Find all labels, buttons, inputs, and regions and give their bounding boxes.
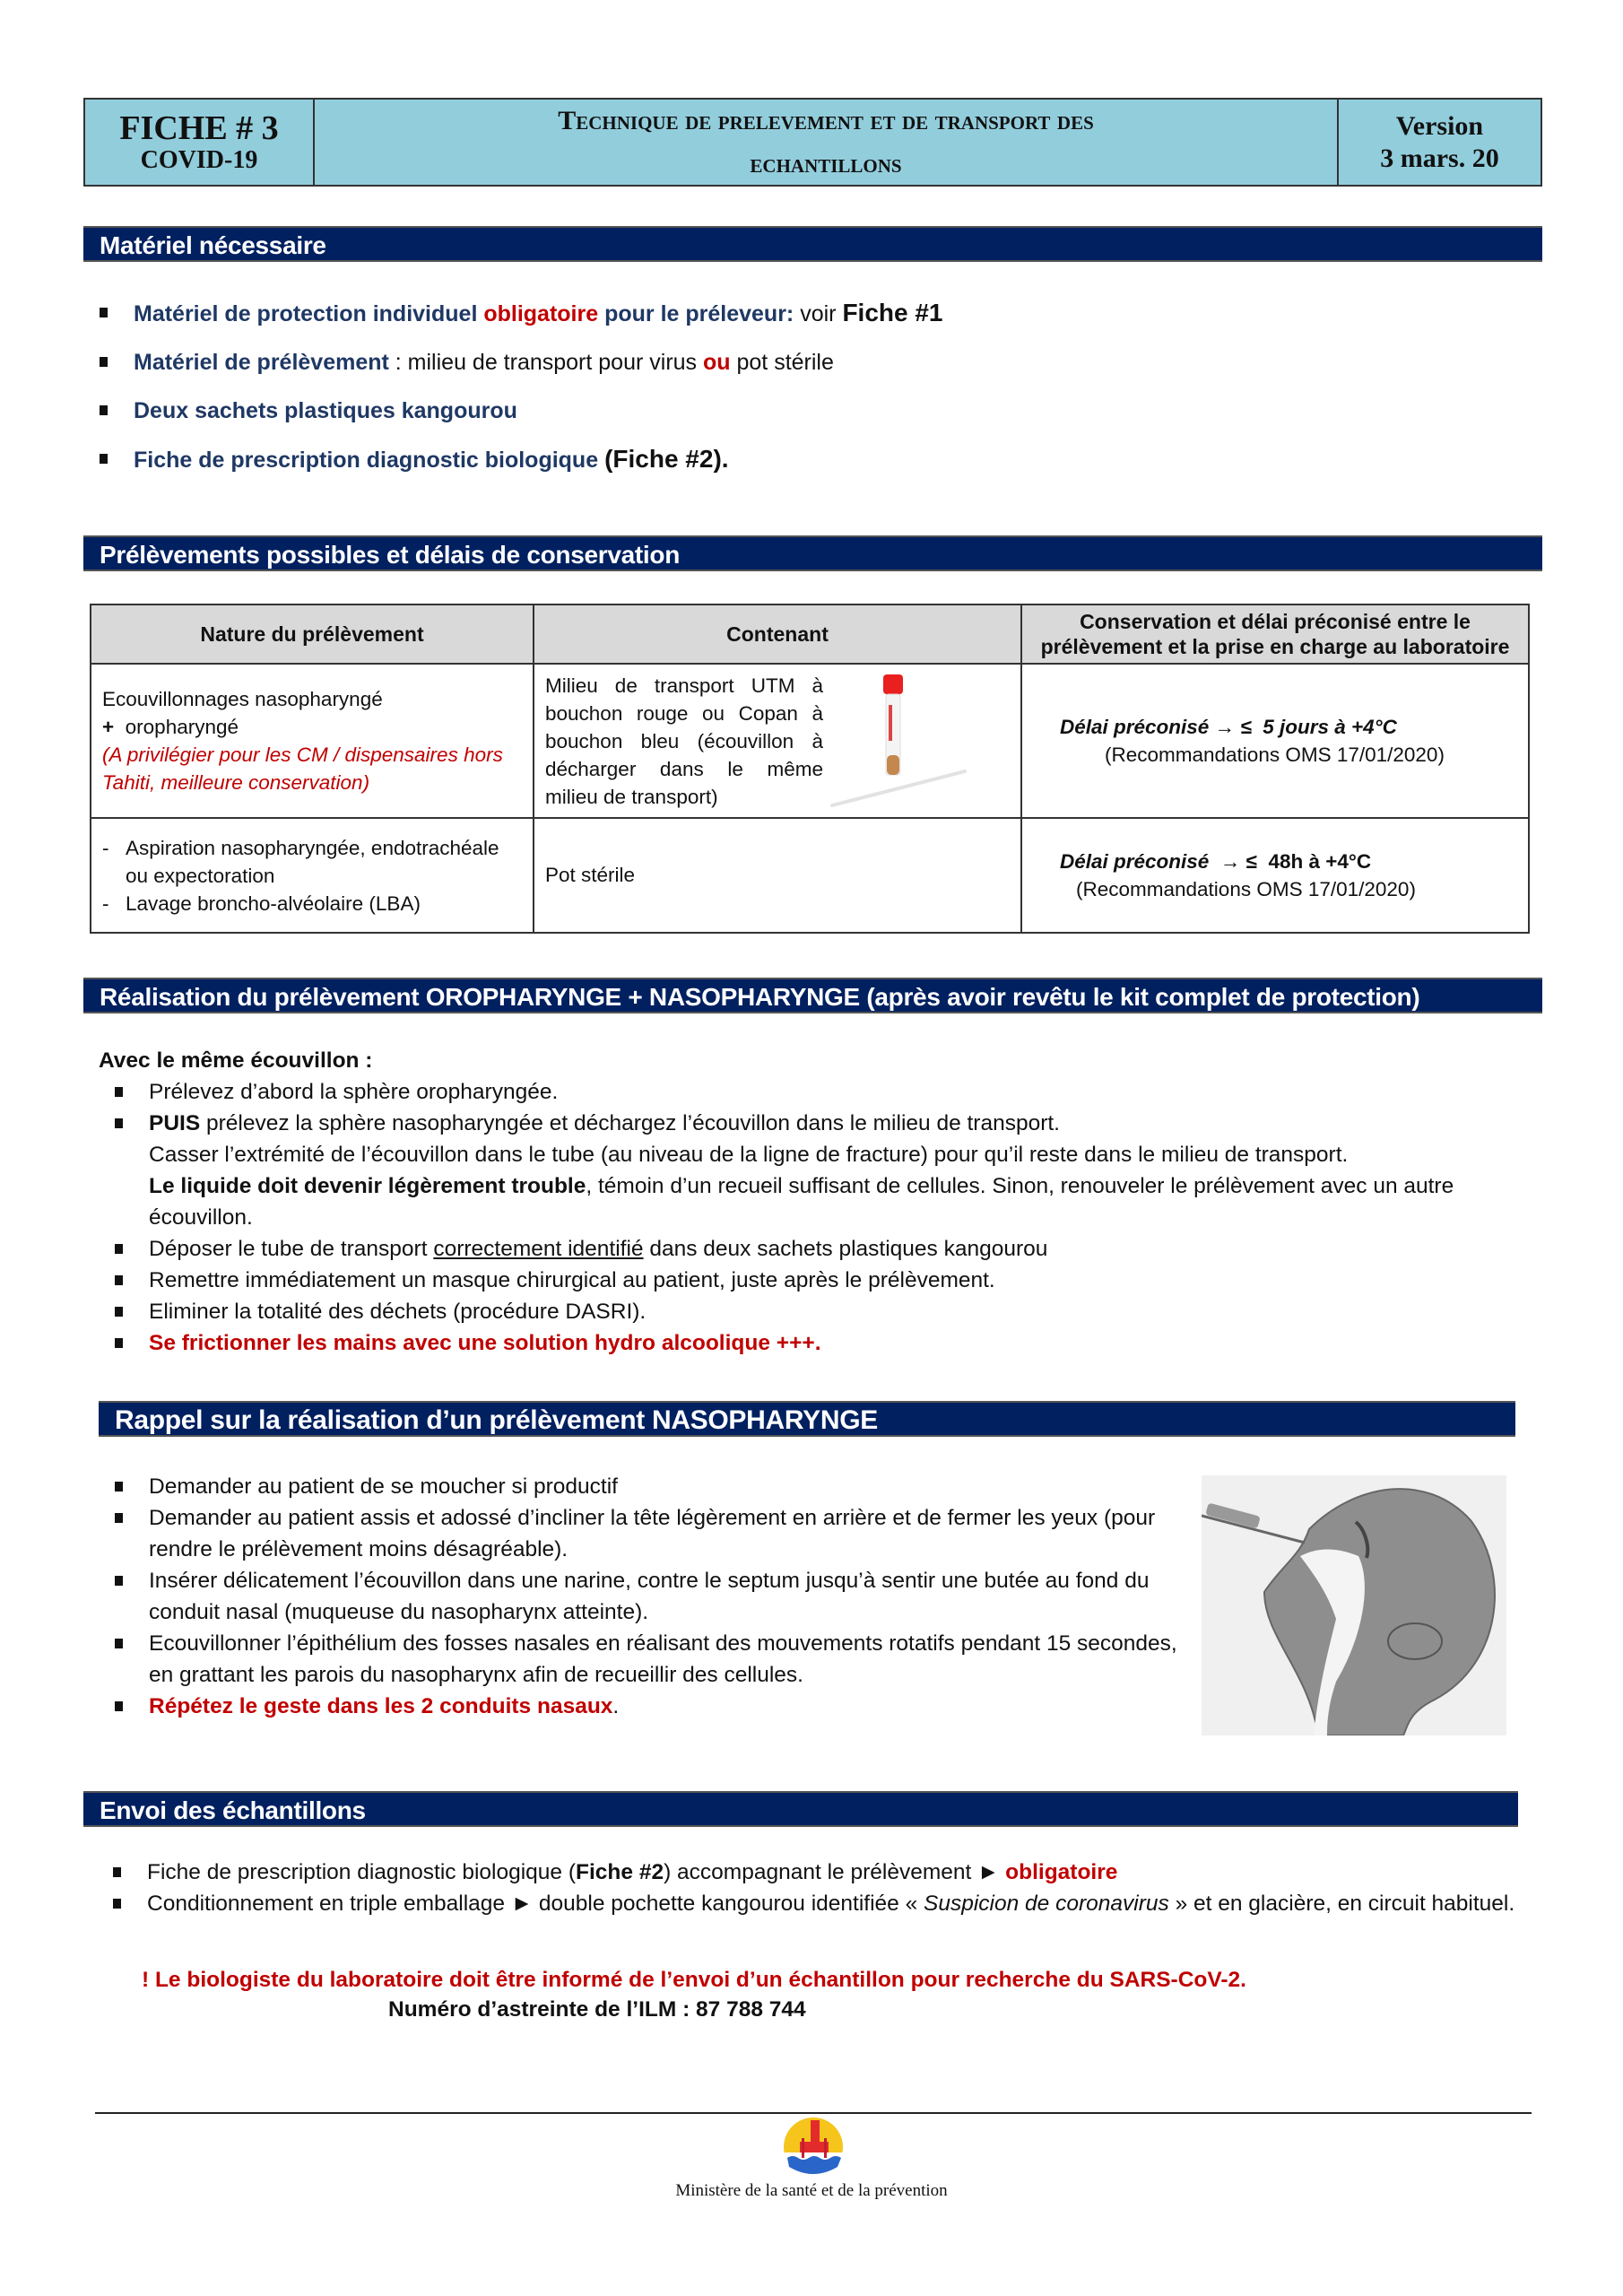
- section-bar-materiel: Matériel nécessaire: [83, 226, 1542, 262]
- materiel-list: [83, 289, 1518, 484]
- realisation-steps: [99, 1076, 1533, 1359]
- footer-divider: [95, 2112, 1532, 2114]
- cell-contenant: Pot stérile: [534, 818, 1021, 933]
- envoi-steps: [97, 1857, 1533, 1919]
- list-item: Prélevez d’abord la sphère oropharyngée.: [99, 1076, 1533, 1108]
- list-item: Insérer délicatement l’écouvillon dans une narine, contre le septum jusqu’à sentir une butée au fond du conduit nasal (muqueuse du nasopharynx atteinte).: [99, 1565, 1184, 1628]
- cell-contenant: Milieu de transport UTM à bouchon rouge ou Copan à bouchon bleu (écouvillon à décharger dans le même milieu de transport): [534, 664, 1021, 818]
- version-date: 3 mars. 20: [1380, 143, 1499, 173]
- list-item: Matériel de prélèvement : milieu de transport pour virus ou pot stérile: [83, 338, 1518, 387]
- nasopharyngeal-swab-illustration: [1202, 1475, 1506, 1735]
- delai-value: 48h à +4°C: [1268, 850, 1372, 873]
- footer-ministry: Ministère de la santé et de la prévention: [675, 2181, 948, 2200]
- sample-conservation-table: [90, 604, 1530, 934]
- cell-nature: - Aspiration nasopharyngée, endotrachéale ou expectoration - Lavage broncho-alvéolaire (LBA): [91, 818, 534, 933]
- list-item: Matériel de protection individuel obligatoire pour le préleveur: voir Fiche #1: [83, 289, 1518, 338]
- section-bar-rappel: Rappel sur la réalisation d’un prélèvement NASOPHARYNGE: [99, 1401, 1515, 1437]
- patient-head-swab-icon: [1202, 1475, 1506, 1735]
- list-item: Demander au patient de se moucher si productif: [99, 1471, 1184, 1502]
- column-header-contenant: Contenant: [534, 604, 1021, 664]
- ministry-logo: [782, 2117, 845, 2179]
- list-item: Se frictionner les mains avec une solution hydro alcoolique +++.: [99, 1327, 1533, 1359]
- document-title-cell: [315, 100, 1339, 185]
- version-label: Version: [1395, 110, 1484, 141]
- utm-tube-icon: [823, 669, 967, 813]
- transport-tube-image: [823, 669, 958, 813]
- delai-value: 5 jours à +4°C: [1263, 716, 1397, 738]
- document-title-line2: echantillons: [750, 148, 902, 178]
- document-title-line1: Technique de prelevement et de transport des: [558, 105, 1094, 135]
- list-item: Conditionnement en triple emballage ► double pochette kangourou identifiée « Suspicion de coronavirus » et en glacière, en circuit habituel.: [97, 1888, 1533, 1919]
- list-item: Eliminer la totalité des déchets (procédure DASRI).: [99, 1296, 1533, 1327]
- section-bar-envoi: Envoi des échantillons: [83, 1791, 1518, 1827]
- table-row: [91, 664, 1529, 818]
- fiche-id-cell: [85, 100, 315, 185]
- section-bar-prelevements: Prélèvements possibles et délais de conservation: [83, 535, 1542, 571]
- list-item: Deux sachets plastiques kangourou: [83, 387, 1518, 435]
- column-header-conservation: Conservation et délai préconisé entre le prélèvement et la prise en charge au laboratoire: [1021, 604, 1529, 664]
- on-call-number: Numéro d’astreinte de l’ILM : 87 788 744: [388, 1997, 806, 2022]
- fiche-1-reference: Fiche #1: [842, 299, 943, 326]
- fiche-subject: COVID-19: [140, 145, 258, 174]
- list-item: Remettre immédiatement un masque chirurgical au patient, juste après le prélèvement.: [99, 1265, 1533, 1296]
- rappel-steps: [99, 1471, 1184, 1722]
- list-item: Fiche de prescription diagnostic biologique (Fiche #2).: [83, 435, 1518, 484]
- cell-nature: Ecouvillonnages nasopharyngé + oropharyngé (A privilégier pour les CM / dispensaires hors Tahiti, meilleure conservation): [91, 664, 534, 818]
- list-item: Fiche de prescription diagnostic biologique (Fiche #2) accompagnant le prélèvement ► obligatoire: [97, 1857, 1533, 1888]
- list-item: Ecouvillonner l’épithélium des fosses nasales en réalisant des mouvements rotatifs pendant 15 secondes, en grattant les parois du nasopharynx afin de recueillir des cellules.: [99, 1628, 1184, 1691]
- biologist-warning: ! Le biologiste du laboratoire doit être informé de l’envoi d’un échantillon pour recherche du SARS-CoV-2.: [142, 1968, 1246, 1992]
- table-row: [91, 818, 1529, 933]
- version-cell: [1339, 100, 1541, 185]
- french-polynesia-emblem-icon: [782, 2117, 845, 2179]
- list-item: Déposer le tube de transport correctement identifié dans deux sachets plastiques kangourou: [99, 1233, 1533, 1265]
- nature-note: (A privilégier pour les CM / dispensaires hors Tahiti, meilleure conservation): [102, 744, 503, 794]
- fiche-2-reference: Fiche #2: [612, 445, 714, 473]
- column-header-nature: Nature du prélèvement: [91, 604, 534, 664]
- document-header: [83, 98, 1542, 187]
- fiche-number: FICHE # 3: [119, 109, 279, 147]
- list-item: Demander au patient assis et adossé d’incliner la tête légèrement en arrière et de fermer les yeux (pour rendre le prélèvement moins désagréable).: [99, 1502, 1184, 1565]
- section-bar-realisation: Réalisation du prélèvement OROPHARYNGE + NASOPHARYNGE (après avoir revêtu le kit complet de protection): [83, 978, 1542, 1013]
- cell-delai: Délai préconisé → ≤ 5 jours à +4°C (Recommandations OMS 17/01/2020): [1021, 664, 1529, 818]
- table-header-row: [91, 604, 1529, 664]
- cell-delai: Délai préconisé → ≤ 48h à +4°C (Recommandations OMS 17/01/2020): [1021, 818, 1529, 933]
- realisation-intro: Avec le même écouvillon :: [99, 1048, 373, 1073]
- list-item: Répétez le geste dans les 2 conduits nasaux.: [99, 1691, 1184, 1722]
- list-item: PUIS prélevez la sphère nasopharyngée et déchargez l’écouvillon dans le milieu de transport. Casser l’extrémité de l’écouvillon dans le tube (au niveau de la ligne de fracture) pour qu’il reste dans le milieu de transport. Le liquide doit devenir légèrement trouble, témoin d’un recueil suffisant de cellules. Sinon, renouveler le prélèvement avec un autre écouvillon.: [99, 1108, 1533, 1233]
